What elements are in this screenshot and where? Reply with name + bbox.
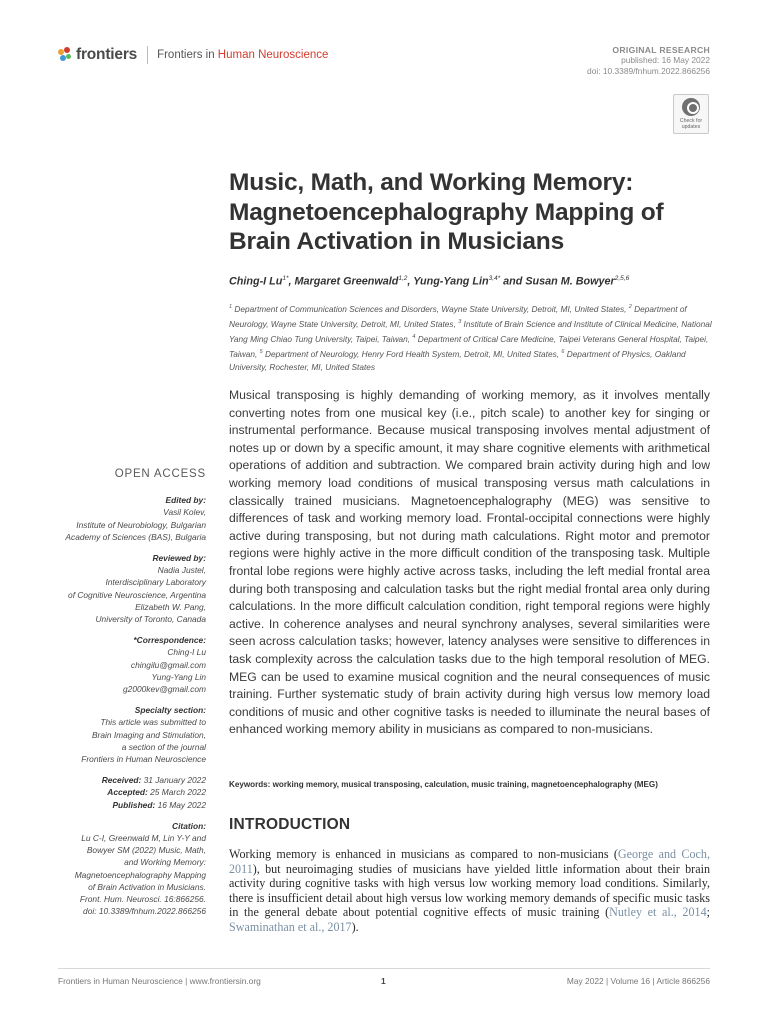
footer-issue-info: May 2022 | Volume 16 | Article 866256 — [566, 976, 710, 986]
article-title: Music, Math, and Working Memory: Magnetoencephalography Mapping of Brain Activation in Musicians — [229, 169, 664, 255]
publication-info — [587, 45, 710, 77]
check-updates-label: Check for updates — [679, 118, 703, 130]
published-date: published: 16 May 2022 — [621, 55, 710, 65]
author-name[interactable]: Ching-I Lu — [229, 275, 283, 288]
citation-doi-link[interactable]: doi: 10.3389/fnhum.2022.866256 — [83, 906, 206, 917]
frontiers-logo-icon — [58, 47, 72, 63]
correspondence-block: *Correspondence: Ching-I Lu chingilu@gmail.com Yung-Yang Lin g2000kev@gmail.com — [36, 634, 206, 695]
citation-link[interactable]: Swaminathan et al., 2017 — [229, 919, 352, 934]
logo-divider — [147, 46, 148, 64]
edited-by-block: Edited by: Vasil Kolev, Institute of Neurobiology, Bulgarian Academy of Sciences (BAS), Bulgaria — [65, 495, 206, 542]
section-heading-introduction: INTRODUCTION — [229, 816, 351, 833]
dates-block: Received: 31 January 2022 Accepted: 25 March 2022 Published: 16 May 2022 — [101, 775, 206, 810]
author-name[interactable]: Margaret Greenwald — [294, 275, 399, 288]
author-name[interactable]: Susan M. Bowyer — [525, 275, 615, 288]
article-sidebar — [36, 468, 206, 927]
introduction-paragraph: Working memory is enhanced in musicians as compared to non-musicians (George and Coch, 2011), but neuroimaging studies of musicians have yielded little information about their brain activity during cognitive tasks with high versus low working memory load conditions. Similarly, there is insufficient detail about high versus low working memory demands of specific music tasks in the general debate about potential cognitive effects of music training (Nutley et al., 2014; Swaminathan et al., 2017). — [229, 847, 710, 934]
author-name[interactable]: Yung-Yang Lin — [413, 275, 489, 288]
footer-journal-link[interactable]: Frontiers in Human Neuroscience | www.frontiersin.org — [58, 976, 261, 986]
citation-block: Citation: Lu C-I, Greenwald M, Lin Y-Y and Bowyer SM (2022) Music, Math, and Working Memory: Magnetoencephalography Mapping of Brain Activation in Musicians. Front. Hum. Neurosci. 16:866256. doi: 10.3389/fnhum.2022.866256 — [36, 820, 206, 918]
brand-name: frontiers — [76, 46, 138, 63]
footer-divider — [58, 968, 710, 969]
author-list: Ching-I $Lu^{1*}$, Margaret Greenwald$^{1,2}$, Yung-Yang Lin$^{3,4*}$ and Susan M. Bowyer$^{2,5,6}$ — [229, 275, 630, 288]
affiliations: $^1$ Department of Communication Sciences and Disorders, Wayne State University, Detroit, MI, United States, $^2$ Department of Neurology, Wayne State University, Detroit, MI, United States, $^3$ Institute of Brain Science and Institute of Clinical Medicine, National Yang Ming Chiao Tung University, Taipei, Taiwan, $^4$ Department of Critical Care Medicine, Taipei Veterans General Hospital, Taipei, Taiwan, $^5$ Department of Neurology, Henry Ford Health System, Detroit, MI, United States, $^6$ Department of Physics, Oakland University, Rochester, MI, United States — [229, 303, 712, 372]
specialty-section-block: Specialty section: This article was submitted to Brain Imaging and Stimulation, a section of the journal Frontiers in Human Neuroscience — [81, 705, 206, 765]
check-updates-icon — [682, 98, 700, 116]
email-link[interactable]: g2000kev@gmail.com — [123, 684, 206, 695]
page-number: 1 — [381, 976, 386, 986]
article-doi[interactable]: doi: 10.3389/fnhum.2022.866256 — [587, 66, 710, 76]
frontiers-logo[interactable] — [58, 46, 328, 64]
article-type: ORIGINAL RESEARCH — [612, 45, 710, 55]
email-link[interactable]: chingilu@gmail.com — [130, 659, 206, 670]
check-for-updates-button[interactable] — [673, 94, 709, 134]
keywords: Keywords: working memory, musical transposing, calculation, music training, magnetoencephalography (MEG) — [229, 780, 658, 789]
citation-link[interactable]: George and Coch, 2011 — [229, 847, 710, 876]
reviewed-by-block: Reviewed by: Nadia Justel, Interdisciplinary Laboratory of Cognitive Neuroscience, Argentina Elizabeth W. Pang, University of Toronto, Canada — [68, 553, 206, 625]
open-access-label: OPEN ACCESS — [114, 468, 206, 480]
citation-link[interactable]: Nutley et al., 2014 — [609, 905, 707, 920]
journal-name[interactable]: Frontiers in Human Neuroscience — [157, 49, 329, 61]
abstract: Musical transposing is highly demanding of working memory, as it involves mentally converting notes from one musical key (i.e., pitch scale) to another key for singing or instrumental performance. Because musical transposing involves mental adjustment of notes up or down by a specific amount, it may share cognitive elements with arithmetical operations of addition and subtraction. We compared brain activity during high and low working memory load conditions of musical transposing versus math calculations in classically trained musicians. Magnetoencephalography (MEG) was sensitive to differences of task and working memory load. Frontal-occipital connections were highly active during transposing, but not during math calculations. Right motor and premotor regions were highly active in the more difficult condition of the transposing task. Multiple frontal lobe regions were highly active across tasks, including the left medial frontal area during both transposing and calculation tasks but the right medial frontal area only during calculations. In the more difficult calculation condition, right temporal regions were highly active. In coherence analyses and neural synchrony analyses, several similarities were seen across calculation tasks; however, latency analyses were sensitive to differences in task complexity across the calculation tasks due to the high temporal resolution of MEG. MEG can be used to examine musical cognition and the neural consequences of music training. Further systematic study of brain activity during high versus low memory load conditions of music and other cognitive tasks is needed to illuminate the neural bases of enhanced working memory ability in musicians as compared to non-musicians. — [229, 388, 710, 737]
